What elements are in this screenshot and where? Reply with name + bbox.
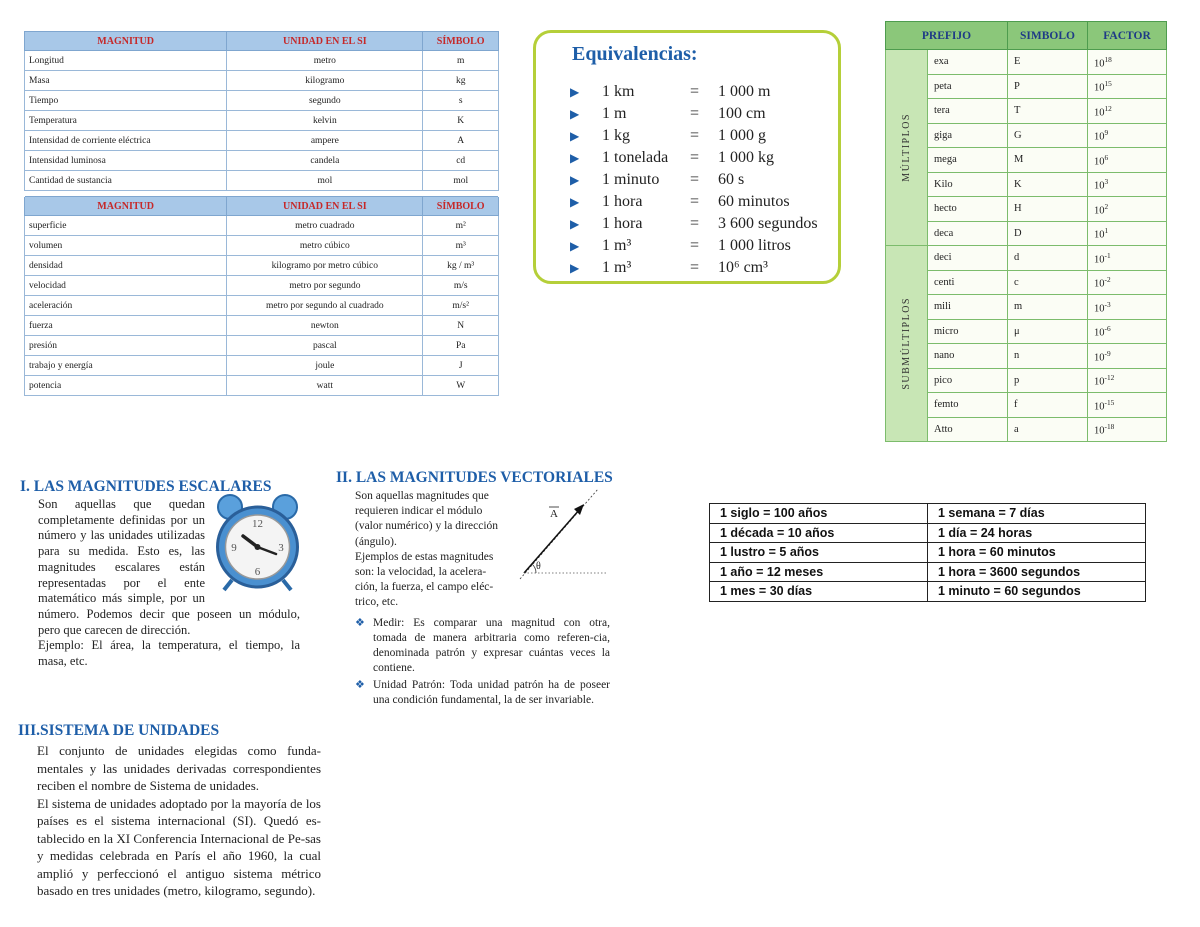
unidad-cell: watt (227, 376, 423, 396)
table-row (25, 336, 499, 356)
simbolo-cell: kg / m³ (423, 256, 499, 276)
bullet-icon: ▶ (570, 106, 580, 121)
factor-cell (1088, 123, 1167, 148)
factor-cell (1088, 295, 1167, 320)
symbol-cell: c (1008, 270, 1088, 295)
factor-exponent: -2 (1104, 275, 1111, 284)
table-row (710, 562, 1146, 582)
vector-label: A (550, 508, 558, 520)
time-left-cell: 1 año = 12 meses (710, 562, 928, 582)
table-row (25, 151, 499, 171)
magnitud-cell: Tiempo (25, 91, 227, 111)
simbolo-cell: m/s (423, 276, 499, 296)
factor-exponent: -15 (1104, 397, 1115, 407)
prefix-cell: tera (928, 99, 1008, 124)
symbol-cell: D (1008, 221, 1088, 246)
unidad-cell: kilogramo (227, 71, 423, 91)
equivalencia-left: 1 m (602, 105, 627, 122)
prefix-cell: centi (928, 270, 1008, 295)
unidad-cell: metro (227, 51, 423, 71)
factor-base: 10 (1094, 352, 1105, 363)
unidad-cell: segundo (227, 91, 423, 111)
table-header-row (25, 32, 499, 51)
equivalencia-right: 1 000 kg (718, 149, 774, 166)
factor-cell (1088, 270, 1167, 295)
si-derived-rows (25, 216, 499, 396)
table-row (710, 543, 1146, 563)
clock-foot-right (283, 580, 291, 590)
magnitud-cell: aceleración (25, 296, 227, 316)
time-equivalences-table (709, 503, 1146, 602)
equivalencia-left: 1 kg (602, 127, 630, 144)
unidad-cell: metro por segundo al cuadrado (227, 296, 423, 316)
table-row (25, 276, 499, 296)
table-row (710, 504, 1146, 524)
unidad-cell: mol (227, 171, 423, 191)
factor-base: 10 (1094, 327, 1105, 339)
prefix-cell: Atto (928, 417, 1008, 442)
table-header-row (886, 22, 1167, 50)
bullet-icon: ▶ (570, 150, 580, 165)
escalares-line: número y las unidades utilizadas (38, 528, 205, 543)
table-row (886, 221, 1167, 246)
symbol-cell: M (1008, 148, 1088, 173)
table-row (25, 111, 499, 131)
prefix-cell: deci (928, 246, 1008, 271)
escalares-line: Son aquellas que quedan (38, 497, 205, 511)
factor-base: 10 (1094, 82, 1105, 94)
prefix-rows (886, 50, 1167, 442)
symbol-cell: n (1008, 344, 1088, 369)
equals-sign: = (690, 127, 700, 144)
table-row (886, 123, 1167, 148)
header-factor: FACTOR (1088, 22, 1167, 50)
factor-cell (1088, 368, 1167, 393)
symbol-cell: P (1008, 74, 1088, 99)
symbol-cell: p (1008, 368, 1088, 393)
factor-cell (1088, 74, 1167, 99)
equivalencia-item (570, 191, 818, 213)
prefix-cell: giga (928, 123, 1008, 148)
magnitud-cell: Masa (25, 71, 227, 91)
table-row (886, 270, 1167, 295)
table-row (886, 197, 1167, 222)
unidad-cell: metro cuadrado (227, 216, 423, 236)
sistema-paragraph-1: El conjunto de unidades elegidas como funda-mentales y las unidades derivadas correspondientes reciben el nombre de Sistema de unidades. (37, 743, 321, 793)
si-base-rows (25, 51, 499, 191)
time-left-cell: 1 lustro = 5 años (710, 543, 928, 563)
header-simbolo: SÍMBOLO (423, 32, 499, 51)
clock-number-3: 3 (278, 542, 284, 554)
vectoriales-heading: II. LAS MAGNITUDES VECTORIALES (336, 469, 613, 486)
factor-base: 10 (1094, 131, 1105, 143)
clock-foot-left (224, 580, 232, 590)
simbolo-cell: J (423, 356, 499, 376)
equivalencia-left: 1 m³ (602, 259, 632, 276)
time-left-cell: 1 década = 10 años (710, 523, 928, 543)
factor-base: 10 (1094, 303, 1105, 314)
factor-exponent: 18 (1104, 54, 1112, 64)
simbolo-cell: m³ (423, 236, 499, 256)
magnitud-cell: Longitud (25, 51, 227, 71)
factor-cell (1088, 344, 1167, 369)
escalares-line: representadas por el ente (38, 575, 205, 590)
clock-number-6: 6 (254, 566, 261, 578)
symbol-cell: d (1008, 246, 1088, 271)
equivalencias-title: Equivalencias: (572, 43, 698, 65)
table-row (25, 316, 499, 336)
alarm-clock-icon (210, 492, 305, 592)
escalares-example: Ejemplo: El área, la temperatura, el tiempo, la masa, etc. (38, 638, 300, 669)
magnitud-cell: Intensidad de corriente eléctrica (25, 131, 227, 151)
equivalencia-item (570, 147, 818, 169)
angle-label: θ (536, 561, 541, 572)
table-row (25, 356, 499, 376)
si-units-table (24, 31, 499, 396)
table-row (886, 344, 1167, 369)
magnitud-cell: potencia (25, 376, 227, 396)
unidad-cell: metro cúbico (227, 236, 423, 256)
equals-sign: = (690, 193, 700, 210)
factor-base: 10 (1094, 107, 1105, 118)
bullet-icon: ▶ (570, 194, 580, 209)
bullet-text: Medir: Es comparar una magnitud con otra, tomada de manera arbitraria como referen-cia, denominada patrón y expresar cuántas veces la contiene. (373, 617, 610, 674)
unidad-cell: kilogramo por metro cúbico (227, 256, 423, 276)
escalares-line: matemático más simple, por un (38, 591, 205, 606)
factor-cell (1088, 148, 1167, 173)
factor-cell (1088, 319, 1167, 344)
time-right-cell: 1 día = 24 horas (928, 523, 1146, 543)
equals-sign: = (690, 237, 700, 254)
header-unidad: UNIDAD EN EL SI (227, 32, 423, 51)
table-row (886, 368, 1167, 393)
equivalencia-right: 1 000 m (718, 83, 771, 100)
equivalencia-right: 100 cm (718, 105, 766, 122)
simbolo-cell: m² (423, 216, 499, 236)
table-row (886, 295, 1167, 320)
symbol-cell: a (1008, 417, 1088, 442)
equivalencia-right: 1 000 g (718, 127, 766, 144)
table-row (886, 393, 1167, 418)
escalares-line: magnitudes escalares están (38, 559, 205, 574)
factor-base: 10 (1094, 278, 1105, 290)
factor-exponent: 3 (1104, 177, 1109, 186)
table-row (886, 246, 1167, 271)
vectoriales-text (355, 489, 508, 611)
factor-base: 10 (1094, 58, 1105, 69)
magnitud-cell: superficie (25, 216, 227, 236)
table-row (25, 296, 499, 316)
header-simbolo: SIMBOLO (1008, 22, 1088, 50)
bullet-icon: ▶ (570, 84, 580, 99)
prefix-cell: mili (928, 295, 1008, 320)
vector-diagram (510, 487, 610, 587)
table-row (25, 236, 499, 256)
time-right-cell: 1 hora = 3600 segundos (928, 562, 1146, 582)
equivalencia-item (570, 257, 818, 279)
factor-base: 10 (1094, 156, 1105, 167)
factor-cell (1088, 50, 1167, 75)
factor-cell (1088, 197, 1167, 222)
header-magnitud: MAGNITUD (25, 32, 227, 51)
table-row (886, 319, 1167, 344)
unidad-cell: joule (227, 356, 423, 376)
table-row (25, 71, 499, 91)
simbolo-cell: m (423, 51, 499, 71)
factor-base: 10 (1094, 180, 1105, 192)
magnitud-cell: presión (25, 336, 227, 356)
simbolo-cell: s (423, 91, 499, 111)
diamond-bullet-icon: ❖ (355, 617, 365, 629)
table-row (886, 417, 1167, 442)
symbol-cell: K (1008, 172, 1088, 197)
escalares-heading: I. LAS MAGNITUDES ESCALARES (20, 478, 272, 495)
simbolo-cell: K (423, 111, 499, 131)
equivalencia-right: 3 600 segundos (718, 215, 818, 232)
escalares-rest: número. Podemos decir que poseen un módulo, pero que carecen de dirección. (38, 606, 300, 637)
factor-base: 10 (1094, 205, 1105, 216)
time-left-cell: 1 siglo = 100 años (710, 504, 928, 524)
unidad-cell: pascal (227, 336, 423, 356)
equivalencias-list (570, 81, 818, 279)
header-simbolo: SÍMBOLO (423, 197, 499, 216)
bullet-icon: ▶ (570, 238, 580, 253)
symbol-cell: μ (1008, 319, 1088, 344)
equals-sign: = (690, 83, 700, 100)
factor-exponent: -3 (1104, 299, 1111, 309)
factor-exponent: 2 (1104, 201, 1109, 211)
table-row (886, 172, 1167, 197)
prefix-table (885, 21, 1167, 442)
magnitud-cell: velocidad (25, 276, 227, 296)
escalares-line: para su medida. Esto es, las (38, 544, 205, 559)
diamond-bullet-icon: ❖ (355, 679, 365, 691)
submultiples-label: SUBMÚLTIPLOS (901, 297, 912, 390)
factor-base: 10 (1094, 254, 1105, 265)
submultiples-group-cell (886, 246, 928, 442)
table-row (25, 171, 499, 191)
magnitud-cell: densidad (25, 256, 227, 276)
factor-exponent: 15 (1104, 79, 1112, 88)
prefix-cell: Kilo (928, 172, 1008, 197)
table-row (25, 256, 499, 276)
time-left-cell: 1 mes = 30 días (710, 582, 928, 602)
equivalencia-left: 1 minuto (602, 171, 660, 188)
clock-number-12: 12 (252, 518, 263, 530)
simbolo-cell: cd (423, 151, 499, 171)
table-row (886, 99, 1167, 124)
prefix-cell: exa (928, 50, 1008, 75)
symbol-cell: T (1008, 99, 1088, 124)
factor-base: 10 (1094, 401, 1105, 412)
simbolo-cell: A (423, 131, 499, 151)
unidad-cell: candela (227, 151, 423, 171)
time-right-cell: 1 minuto = 60 segundos (928, 582, 1146, 602)
magnitud-cell: volumen (25, 236, 227, 256)
simbolo-cell: W (423, 376, 499, 396)
equivalencia-left: 1 m³ (602, 237, 632, 254)
symbol-cell: H (1008, 197, 1088, 222)
unidad-cell: kelvin (227, 111, 423, 131)
magnitud-cell: fuerza (25, 316, 227, 336)
equivalencias-box (533, 30, 841, 284)
prefix-cell: deca (928, 221, 1008, 246)
equals-sign: = (690, 215, 700, 232)
prefix-cell: nano (928, 344, 1008, 369)
clock-number-9: 9 (231, 542, 237, 554)
factor-exponent: 6 (1104, 152, 1109, 162)
equivalencia-left: 1 tonelada (602, 149, 669, 166)
table-row (710, 523, 1146, 543)
time-rows (710, 504, 1146, 602)
header-prefijo: PREFIJO (886, 22, 1008, 50)
factor-exponent: -9 (1104, 348, 1111, 358)
bullet-icon: ▶ (570, 128, 580, 143)
vectoriales-bullet-item (355, 616, 610, 676)
symbol-cell: f (1008, 393, 1088, 418)
equivalencia-right: 1 000 litros (718, 237, 791, 254)
factor-exponent: 12 (1104, 103, 1112, 113)
si-header-derived (25, 197, 499, 216)
simbolo-cell: kg (423, 71, 499, 91)
magnitud-cell: trabajo y energía (25, 356, 227, 376)
bullet-text: Unidad Patrón: Toda unidad patrón ha de poseer una condición fundamental, la de ser invariable. (373, 679, 610, 706)
vectoriales-bullets (355, 616, 610, 710)
factor-exponent: 9 (1104, 128, 1109, 137)
symbol-cell: G (1008, 123, 1088, 148)
equivalencia-left: 1 hora (602, 215, 643, 232)
equals-sign: = (690, 171, 700, 188)
header-magnitud: MAGNITUD (25, 197, 227, 216)
table-row (710, 582, 1146, 602)
prefix-cell: femto (928, 393, 1008, 418)
factor-exponent: 1 (1104, 226, 1109, 235)
header-unidad: UNIDAD EN EL SI (227, 197, 423, 216)
table-row (25, 91, 499, 111)
simbolo-cell: mol (423, 171, 499, 191)
vectoriales-bullet-item (355, 678, 610, 708)
equivalencia-right: 10⁶ cm³ (718, 259, 768, 276)
equivalencia-item (570, 213, 818, 235)
factor-exponent: -1 (1104, 250, 1111, 260)
bullet-icon: ▶ (570, 260, 580, 275)
sistema-heading: III.SISTEMA DE UNIDADES (18, 722, 220, 739)
equivalencia-right: 60 minutos (718, 193, 790, 210)
simbolo-cell: Pa (423, 336, 499, 356)
prefix-cell: hecto (928, 197, 1008, 222)
factor-cell (1088, 246, 1167, 271)
equivalencia-item (570, 103, 818, 125)
multiples-group-cell (886, 50, 928, 246)
si-header-base (25, 32, 499, 51)
prefix-cell: pico (928, 368, 1008, 393)
symbol-cell: E (1008, 50, 1088, 75)
clock-center (255, 544, 261, 550)
simbolo-cell: N (423, 316, 499, 336)
factor-cell (1088, 99, 1167, 124)
vectoriales-examples: Ejemplos de estas magnitudes son: la velocidad, la acelera-ción, la fuerza, el campo eléc-trico, etc. (355, 550, 494, 609)
escalares-line: completamente definidas por un (38, 512, 205, 527)
equivalencia-item (570, 81, 818, 103)
prefix-cell: micro (928, 319, 1008, 344)
table-header-row (25, 197, 499, 216)
equivalencia-item (570, 169, 818, 191)
symbol-cell: m (1008, 295, 1088, 320)
factor-cell (1088, 172, 1167, 197)
equivalencia-left: 1 km (602, 83, 635, 100)
unidad-cell: metro por segundo (227, 276, 423, 296)
prefix-cell: peta (928, 74, 1008, 99)
factor-base: 10 (1094, 229, 1105, 241)
factor-base: 10 (1094, 425, 1105, 437)
equals-sign: = (690, 105, 700, 122)
table-row (886, 50, 1167, 75)
factor-exponent: -12 (1104, 373, 1115, 382)
table-row (25, 131, 499, 151)
equals-sign: = (690, 259, 700, 276)
time-right-cell: 1 semana = 7 días (928, 504, 1146, 524)
time-right-cell: 1 hora = 60 minutos (928, 543, 1146, 563)
factor-cell (1088, 221, 1167, 246)
factor-exponent: -6 (1104, 324, 1111, 333)
sistema-paragraph-2: El sistema de unidades adoptado por la mayoría de los países es el sistema internacional (SI). Quedó es-tablecido en la XI Conferencia Internacional de Pe-sas y medidas celebrada en París el año 1960, la cual amplió y perfeccionó el antiguo sistema métrico basado en tres unidades (metro, kilogramo, segundo). (37, 795, 321, 898)
factor-base: 10 (1094, 376, 1105, 388)
unidad-cell: newton (227, 316, 423, 336)
bullet-icon: ▶ (570, 172, 580, 187)
equivalencia-item (570, 235, 818, 257)
multiples-label: MÚLTIPLOS (901, 113, 912, 182)
sistema-text (37, 742, 321, 900)
equals-sign: = (690, 149, 700, 166)
table-row (25, 376, 499, 396)
vectoriales-intro: Son aquellas magnitudes que requieren indicar el módulo (valor numérico) y la dirección (ángulo). (355, 490, 499, 548)
magnitud-cell: Intensidad luminosa (25, 151, 227, 171)
unidad-cell: ampere (227, 131, 423, 151)
magnitud-cell: Temperatura (25, 111, 227, 131)
table-row (25, 216, 499, 236)
table-row (886, 74, 1167, 99)
factor-cell (1088, 393, 1167, 418)
simbolo-cell: m/s² (423, 296, 499, 316)
equivalencia-item (570, 125, 818, 147)
equivalencia-left: 1 hora (602, 193, 643, 210)
magnitud-cell: Cantidad de sustancia (25, 171, 227, 191)
factor-cell (1088, 417, 1167, 442)
table-row (25, 51, 499, 71)
factor-exponent: -18 (1104, 422, 1115, 431)
equivalencia-right: 60 s (718, 171, 745, 188)
table-row (886, 148, 1167, 173)
bullet-icon: ▶ (570, 216, 580, 231)
prefix-cell: mega (928, 148, 1008, 173)
